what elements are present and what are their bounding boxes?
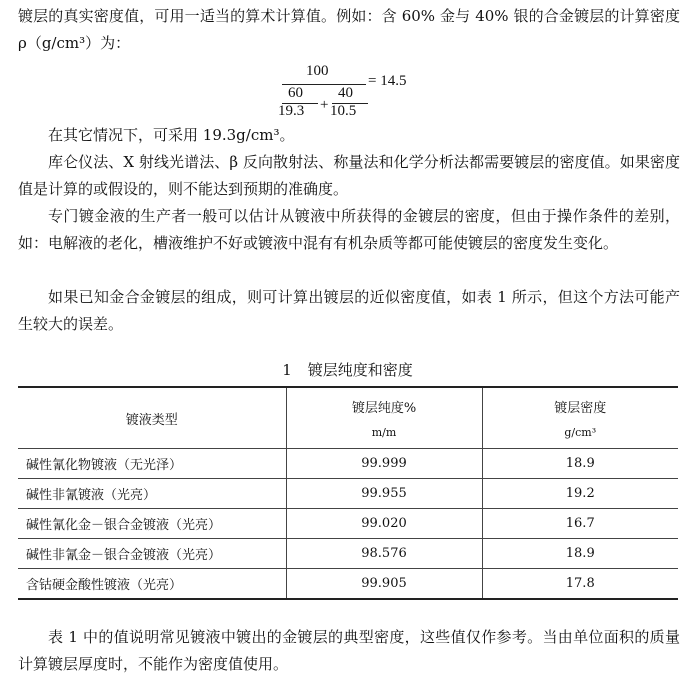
cell-purity: 98.576	[286, 539, 482, 569]
table-row	[18, 569, 678, 600]
table-row	[18, 479, 678, 509]
paragraph-alloy: 如果已知金合金镀层的组成，则可计算出镀层的近似密度值，如表 1 所示，但这个方法可能产生较大的误差。	[18, 288, 680, 333]
cell-bath-type: 碱性氰化金－银合金镀液（光亮）	[18, 509, 286, 539]
paragraph-intro: 镀层的真实密度值，可用一适当的算术计算值。例如：含 60% 金与 40% 银的合金镀层的计算密度 ρ（g/cm³）为：	[18, 7, 680, 52]
cell-bath-type: 碱性氰化物镀液（无光泽）	[18, 449, 286, 479]
cell-purity: 99.999	[286, 449, 482, 479]
formula-plus: +	[320, 97, 329, 113]
cell-bath-type: 含钴硬金酸性镀液（光亮）	[18, 569, 286, 600]
formula-term1-numerator: 60	[288, 85, 303, 101]
density-formula	[268, 63, 438, 123]
formula-term2-denominator: 10.5	[330, 103, 357, 119]
paragraph-manufacturers: 专门镀金液的生产者一般可以估计从镀液中所获得的金镀层的密度，但由于操作条件的差别，如：电解液的老化，槽液维护不好或镀液中混有有机杂质等都可能使镀层的密度发生变化。	[18, 207, 680, 252]
table-caption	[0, 359, 695, 380]
cell-density: 17.8	[482, 569, 678, 600]
paragraph-methods: 库仑仪法、X 射线光谱法、β 反向散射法、称量法和化学分析法都需要镀层的密度值。如果密度值是计算的或假设的，则不能达到预期的准确度。	[18, 153, 680, 198]
cell-purity: 99.905	[286, 569, 482, 600]
header-purity: 镀层纯度% m/m	[286, 387, 482, 449]
cell-density: 16.7	[482, 509, 678, 539]
table-row	[18, 509, 678, 539]
formula-term1-denominator: 19.3	[278, 103, 305, 119]
formula-numerator: 100	[306, 63, 329, 79]
cell-bath-type: 碱性非氰镀液（光亮）	[18, 479, 286, 509]
table-caption-text: 镀层纯度和密度	[307, 361, 413, 379]
table-row	[18, 539, 678, 569]
table-caption-number: 1	[282, 361, 292, 379]
header-bath-type: 镀液类型	[18, 387, 286, 449]
table-row	[18, 449, 678, 479]
cell-bath-type: 碱性非氰金－银合金镀液（光亮）	[18, 539, 286, 569]
cell-density: 19.2	[482, 479, 678, 509]
paragraph-other-cases: 在其它情况下，可采用 19.3g/cm³。	[48, 126, 295, 144]
cell-purity: 99.955	[286, 479, 482, 509]
formula-result: = 14.5	[368, 73, 407, 89]
cell-density: 18.9	[482, 539, 678, 569]
paragraph-table-note: 表 1 中的值说明常见镀液中镀出的金镀层的典型密度，这些值仅作参考。当由单位面积的质量计算镀层厚度时，不能作为密度值使用。	[18, 628, 680, 673]
table-header-row	[18, 387, 678, 449]
purity-density-table	[18, 386, 678, 600]
cell-purity: 99.020	[286, 509, 482, 539]
formula-term2-numerator: 40	[338, 85, 353, 101]
cell-density: 18.9	[482, 449, 678, 479]
header-density: 镀层密度 g/cm³	[482, 387, 678, 449]
